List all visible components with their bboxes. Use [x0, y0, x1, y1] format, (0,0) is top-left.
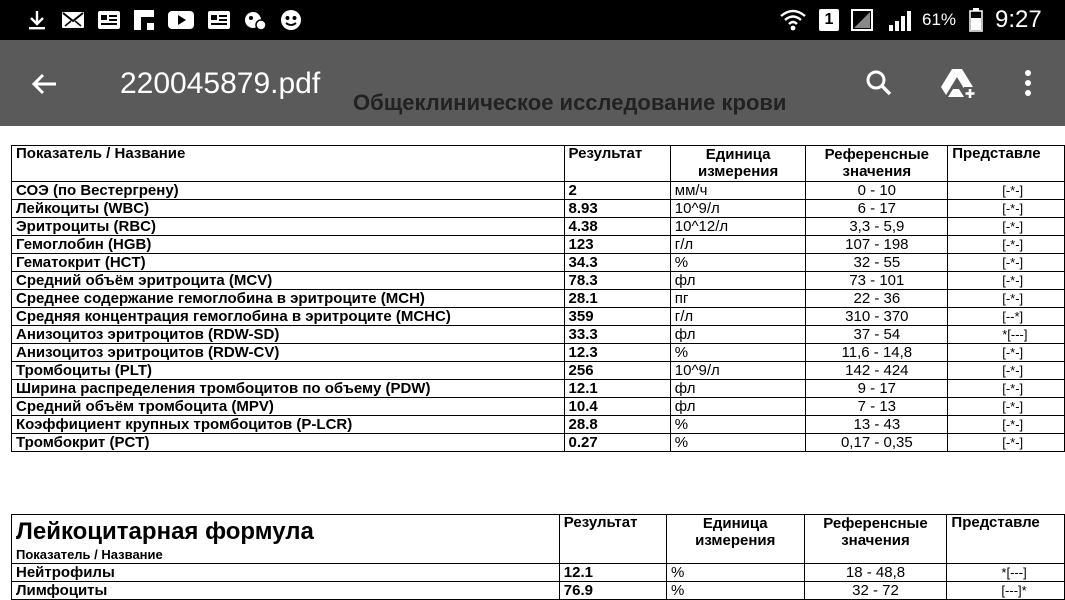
- row-flag: [-*-]: [1002, 398, 1024, 414]
- search-icon: [865, 69, 893, 97]
- row-reference: 107 - 198: [806, 236, 948, 254]
- row-unit: %: [667, 564, 805, 582]
- row-unit: фл: [670, 326, 806, 344]
- row-result: 34.3: [564, 254, 670, 272]
- flipboard-icon: [132, 9, 156, 31]
- status-bar: [0, 0, 1065, 40]
- row-represent: [948, 290, 1065, 308]
- row-flag: [-*-]: [1002, 434, 1024, 450]
- row-represent: [948, 398, 1065, 416]
- row-name: Средний объём тромбоцита (MPV): [12, 398, 565, 416]
- row-represent: [947, 564, 1065, 582]
- table-row: [12, 200, 1065, 218]
- row-reference: 37 - 54: [806, 326, 948, 344]
- row-represent: [948, 344, 1065, 362]
- row-result: 256: [564, 362, 670, 380]
- row-represent: [948, 218, 1065, 236]
- row-reference: 142 - 424: [806, 362, 948, 380]
- row-name: Эритроциты (RBC): [12, 218, 565, 236]
- row-flag: [-*-]: [1002, 200, 1024, 216]
- row-unit: %: [670, 434, 806, 452]
- signal-bars-icon: [886, 9, 916, 31]
- row-unit: %: [670, 416, 806, 434]
- row-represent: [948, 236, 1065, 254]
- download-icon: [26, 9, 48, 31]
- row-represent: [948, 200, 1065, 218]
- table-row: [12, 182, 1065, 200]
- row-unit: мм/ч: [670, 182, 806, 200]
- row-result: 8.93: [564, 200, 670, 218]
- row-flag: [-*-]: [1002, 362, 1024, 378]
- header-result: Результат: [564, 146, 670, 182]
- row-unit: 10^9/л: [670, 200, 806, 218]
- row-reference: 7 - 13: [806, 398, 948, 416]
- row-name: Ширина распределения тромбоцитов по объему (PDW): [12, 380, 565, 398]
- row-flag: *[---]: [1002, 326, 1028, 342]
- pdf-page[interactable]: [0, 126, 1065, 600]
- row-name: СОЭ (по Вестергрену): [12, 182, 565, 200]
- shield-icon: [278, 9, 304, 31]
- section-title: Лейкоцитарная формула: [16, 518, 314, 545]
- row-flag: [-*-]: [1002, 218, 1024, 234]
- table-row: [12, 362, 1065, 380]
- leukocyte-formula-table: [11, 514, 1065, 600]
- table-row: [12, 398, 1065, 416]
- row-flag: *[---]: [1001, 564, 1027, 580]
- wifi-icon: [778, 9, 808, 31]
- table-row: [12, 326, 1065, 344]
- document-title: Общеклиническое исследование крови: [353, 90, 787, 115]
- row-name: Тромбокрит (PCT): [12, 434, 565, 452]
- row-name: Анизоцитоз эритроцитов (RDW-SD): [12, 326, 565, 344]
- header-unit: Единица измерения: [667, 515, 805, 564]
- row-reference: 18 - 48,8: [804, 564, 947, 582]
- row-unit: фл: [670, 272, 806, 290]
- row-result: 123: [564, 236, 670, 254]
- row-name: Средний объём эритроцита (MCV): [12, 272, 565, 290]
- header-name: Показатель / Название: [16, 547, 163, 562]
- row-flag: [-*-]: [1002, 236, 1024, 252]
- row-reference: 73 - 101: [806, 272, 948, 290]
- row-unit: %: [667, 582, 805, 600]
- table-row: [12, 582, 1065, 600]
- row-name: Среднее содержание гемоглобина в эритроците (MCH): [12, 290, 565, 308]
- row-unit: 10^12/л: [670, 218, 806, 236]
- row-name: Лимфоциты: [12, 582, 560, 600]
- more-vert-icon: [1024, 69, 1032, 97]
- row-reference: 3,3 - 5,9: [806, 218, 948, 236]
- table-row: [12, 564, 1065, 582]
- row-represent: [948, 254, 1065, 272]
- row-name: Тромбоциты (PLT): [12, 362, 565, 380]
- row-represent: [948, 434, 1065, 452]
- row-represent: [947, 582, 1065, 600]
- row-represent: [948, 416, 1065, 434]
- table-row: [12, 344, 1065, 362]
- row-result: 12.1: [559, 564, 666, 582]
- row-result: 12.3: [564, 344, 670, 362]
- row-flag: [-*-]: [1002, 272, 1024, 288]
- header-reference: Референсные значения: [804, 515, 947, 564]
- row-name: Средняя концентрация гемоглобина в эритроците (MCHC): [12, 308, 565, 326]
- row-unit: 10^9/л: [670, 362, 806, 380]
- battery-percent: 61%: [922, 10, 957, 29]
- row-name: Лейкоциты (WBC): [12, 200, 565, 218]
- row-result: 0.27: [564, 434, 670, 452]
- row-reference: 11,6 - 14,8: [806, 344, 948, 362]
- blood-test-table: [11, 145, 1065, 452]
- table-row: [12, 416, 1065, 434]
- row-flag: [-*-]: [1002, 290, 1024, 306]
- row-flag: [-*-]: [1002, 182, 1024, 198]
- row-reference: 6 - 17: [806, 200, 948, 218]
- row-flag: [-*-]: [1002, 380, 1024, 396]
- news-icon: [96, 9, 122, 31]
- row-unit: г/л: [670, 236, 806, 254]
- mail-icon: [60, 9, 86, 31]
- row-result: 76.9: [559, 582, 666, 600]
- row-name: Коэффициент крупных тромбоцитов (P-LCR): [12, 416, 565, 434]
- row-flag: [-*-]: [1002, 344, 1024, 360]
- back-arrow-icon: [30, 72, 58, 96]
- table-row: [12, 236, 1065, 254]
- row-result: 33.3: [564, 326, 670, 344]
- row-result: 359: [564, 308, 670, 326]
- row-result: 28.1: [564, 290, 670, 308]
- table-row: [12, 380, 1065, 398]
- table-row: [12, 434, 1065, 452]
- row-result: 10.4: [564, 398, 670, 416]
- row-unit: г/л: [670, 308, 806, 326]
- row-represent: [948, 380, 1065, 398]
- row-result: 2: [564, 182, 670, 200]
- row-reference: 32 - 55: [806, 254, 948, 272]
- row-represent: [948, 326, 1065, 344]
- row-represent: [948, 362, 1065, 380]
- row-result: 12.1: [564, 380, 670, 398]
- signal-icon: [850, 9, 882, 31]
- sim-label: 1: [819, 9, 839, 31]
- clock: 9:27: [995, 6, 1042, 33]
- row-represent: [948, 182, 1065, 200]
- header-represent: Представле: [947, 515, 1065, 564]
- row-reference: 0,17 - 0,35: [806, 434, 948, 452]
- row-unit: фл: [670, 380, 806, 398]
- row-reference: 32 - 72: [804, 582, 947, 600]
- row-result: 4.38: [564, 218, 670, 236]
- row-reference: 0 - 10: [806, 182, 948, 200]
- app-icon: [242, 9, 268, 31]
- row-reference: 22 - 36: [806, 290, 948, 308]
- row-flag: [-*-]: [1002, 254, 1024, 270]
- row-result: 28.8: [564, 416, 670, 434]
- header-name: Показатель / Название: [12, 146, 565, 182]
- row-unit: фл: [670, 398, 806, 416]
- more-options-button[interactable]: [1008, 60, 1048, 106]
- row-represent: [948, 308, 1065, 326]
- header-represent: Представле: [948, 146, 1065, 182]
- youtube-icon: [166, 9, 196, 31]
- table-row: [12, 290, 1065, 308]
- row-flag: [-*-]: [1002, 416, 1024, 432]
- header-unit: Единица измерения: [670, 146, 806, 182]
- row-reference: 13 - 43: [806, 416, 948, 434]
- add-to-drive-button[interactable]: [934, 60, 982, 106]
- table-row: [12, 308, 1065, 326]
- table-header-row: [12, 515, 1065, 564]
- row-reference: 9 - 17: [806, 380, 948, 398]
- row-flag: [--*]: [1002, 308, 1024, 324]
- news-icon-2: [206, 9, 232, 31]
- row-represent: [948, 272, 1065, 290]
- row-unit: %: [670, 254, 806, 272]
- row-result: 78.3: [564, 272, 670, 290]
- battery-icon: [968, 9, 984, 31]
- table-row: [12, 218, 1065, 236]
- table-header-row: [12, 146, 1065, 182]
- row-reference: 310 - 370: [806, 308, 948, 326]
- row-name: Гематокрит (HCT): [12, 254, 565, 272]
- row-flag: [---]*: [1001, 582, 1027, 598]
- drive-add-icon: [940, 67, 976, 99]
- toolbar-title: 220045879.pdf: [120, 67, 321, 100]
- header-result: Результат: [559, 515, 666, 564]
- row-name: Гемоглобин (HGB): [12, 236, 565, 254]
- table-row: [12, 254, 1065, 272]
- row-name: Анизоцитоз эритроцитов (RDW-CV): [12, 344, 565, 362]
- row-unit: пг: [670, 290, 806, 308]
- table-row: [12, 272, 1065, 290]
- row-name: Нейтрофилы: [12, 564, 560, 582]
- row-unit: %: [670, 344, 806, 362]
- header-reference: Референсные значения: [806, 146, 948, 182]
- search-button[interactable]: [856, 60, 902, 106]
- sim-icon: [818, 9, 840, 31]
- back-button[interactable]: [22, 62, 66, 106]
